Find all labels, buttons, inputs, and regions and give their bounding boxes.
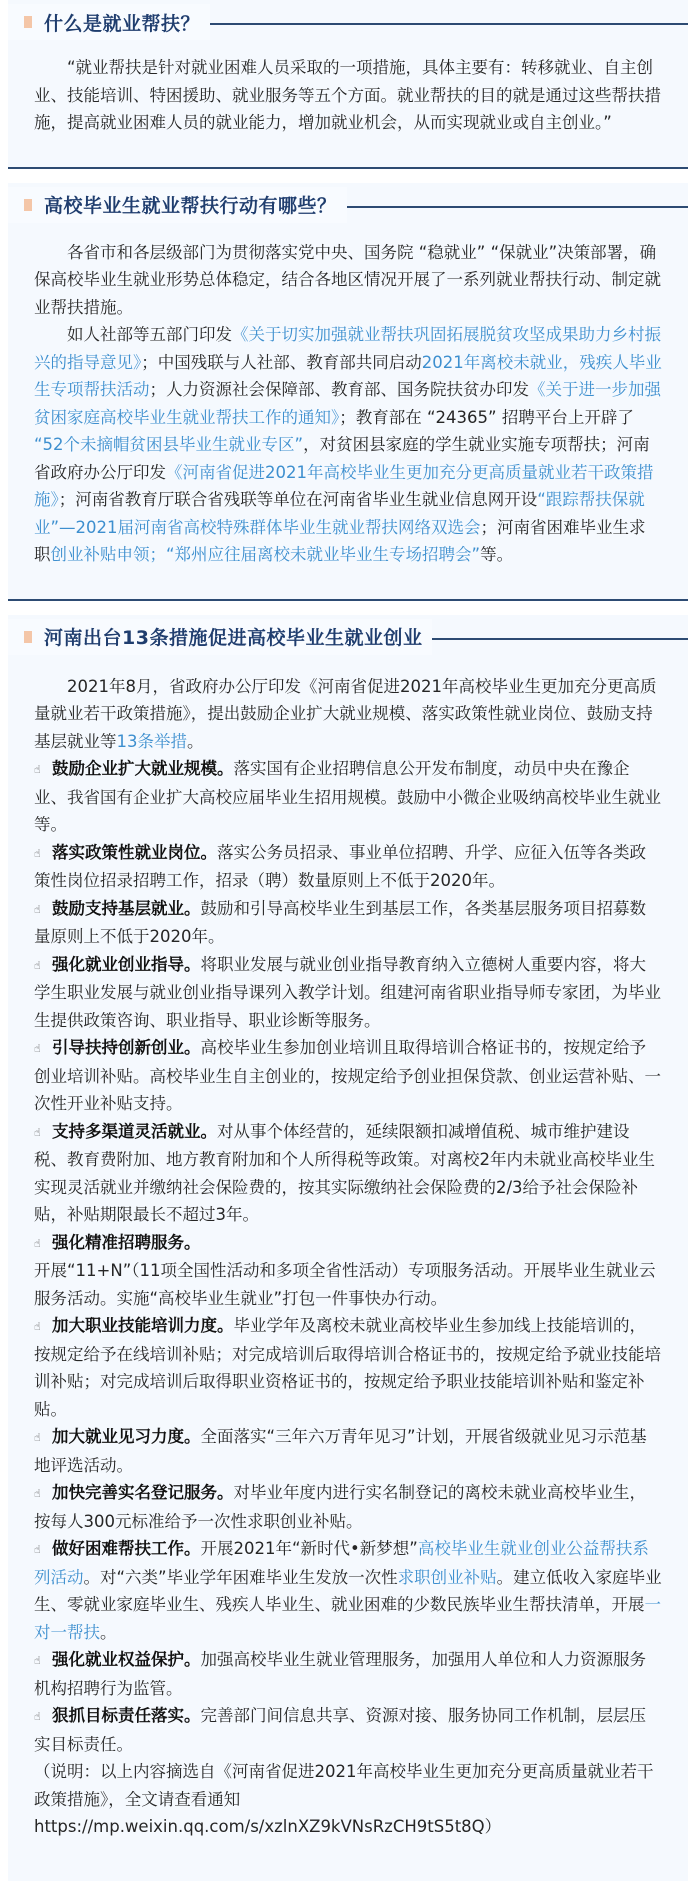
hand-pointer-icon: ☝ [34, 1710, 41, 1723]
measure-item: ☝ 做好困难帮扶工作。开展2021年“新时代•新梦想”高校毕业生就业创业公益帮扶系列活动。对“六类”毕业学年困难毕业生发放一次性求职创业补贴。建立低收入家庭毕业生、零就业家庭毕业生、残疾人毕业生、就业困难的少数民族毕业生帮扶清单，开展一对一帮扶。 [34, 1535, 662, 1646]
hand-pointer-icon: ☝ [34, 1320, 41, 1333]
section-assistance-actions [8, 183, 688, 599]
link-job-hunting-subsidy[interactable]: 求职创业补贴 [397, 1567, 497, 1587]
link-poor-family-notice[interactable]: 《关于进一步加强贫困家庭高校毕业生就业帮扶工作的通知》 [34, 380, 661, 427]
link-52-counties-zone[interactable]: “52个未摘帽贫困县毕业生就业专区” [34, 435, 304, 454]
actions-paragraph: 如人社部等五部门印发《关于切实加强就业帮扶巩固拓展脱贫攻坚成果助力乡村振兴的指导意见》；中国残联与人社部、教育部共同启动2021年离校未就业，残疾人毕业生专项帮扶活动；人力资源社会保障部、教育部、国务院扶贫办印发《关于进一步加强贫困家庭高校毕业生就业帮扶工作的通知》；教育部在 “24365” 招聘平台上开辟了 “52个未摘帽贫困县毕业生就业专区”，对贫困县家庭的学生就业实施专项帮扶；河南省政府办公厅印发《河南省促进2021年高校毕业生更加充分更高质量就业若干政策措施》；河南省教育厅联合省残联等单位在河南省毕业生就业信息网开设“跟踪帮扶保就业”—2021届河南省高校特殊群体毕业生就业帮扶网络双选会；河南省困难毕业生求职创业补贴申领；“郑州应往届离校未就业毕业生专场招聘会”等。 [34, 325, 662, 564]
link-subsidy-and-zhengzhou-fair[interactable]: 创业补贴申领；“郑州应往届离校未就业毕业生专场招聘会” [50, 545, 481, 564]
measure-item: ☝ 强化就业创业指导。将职业发展与就业创业指导教育纳入立德树人重要内容，将大学生职业发展与就业创业指导课列入教学计划。组建河南省职业指导师专家团，为毕业生提供政策咨询、职业指导、职业诊断等服务。 [34, 951, 662, 1035]
measure-item: ☝ 强化精准招聘服务。 开展“11+N”（11项全国性活动和多项全省性活动）专项服务活动。开展毕业生就业云服务活动。实施“高校毕业生就业”打包一件事快办行动。 [34, 1229, 662, 1313]
measure-item: ☝ 鼓励支持基层就业。鼓励和引导高校毕业生到基层工作，各类基层服务项目招募数量原则上不低于2020年。 [34, 895, 662, 951]
link-henan-policy-measures[interactable]: 《河南省促进2021年高校毕业生更加充分更高质量就业若干政策措施》 [34, 462, 654, 509]
hand-pointer-icon: ☝ [34, 1125, 41, 1139]
link-tracking-assistance-fair[interactable]: “跟踪帮扶保就业”—2021届河南省高校特殊群体毕业生就业帮扶网络双选会 [34, 490, 645, 537]
source-note: （说明：以上内容摘选自《河南省促进2021年高校毕业生更加充分更高质量就业若干政策措施》，全文请查看通知 https://mp.weixin.qq.com/s/xzlnXZ9kVNsRzCH9tS5t8Q） [34, 1762, 654, 1836]
link-guidance-opinion[interactable]: 《关于切实加强就业帮扶巩固拓展脱贫攻坚成果助力乡村振兴的指导意见》 [34, 325, 661, 372]
measure-item: ☝ 加快完善实名登记服务。对毕业年度内进行实名制登记的离校未就业高校毕业生，按每人300元标准给予一次性求职创业补贴。 [34, 1479, 662, 1535]
hand-pointer-icon: ☝ [34, 846, 41, 860]
link-disabled-graduates-campaign[interactable]: 2021年离校未就业，残疾人毕业生专项帮扶活动 [34, 352, 662, 399]
square-bullet-icon [24, 631, 32, 643]
section-header [8, 0, 688, 40]
intro-paragraph: 各省市和各层级部门为贯彻落实党中央、国务院 “稳就业” “保就业”决策部署，确保高校毕业生就业形势总体稳定，结合各地区情况开展了一系列就业帮扶行动、制定就业帮扶措施。 [34, 242, 661, 317]
hand-pointer-icon: ☝ [34, 1487, 41, 1500]
square-bullet-icon [24, 16, 32, 28]
measure-item: ☝ 强化就业权益保护。加强高校毕业生就业管理服务，加强用人单位和人力资源服务机构招聘行为监管。 [34, 1646, 662, 1702]
section-header [8, 183, 688, 223]
hand-pointer-icon: ☝ [34, 1431, 41, 1444]
measure-item: ☝ 狠抓目标责任落实。完善部门间信息共享、资源对接、服务协同工作机制，层层压实目标责任。 [34, 1702, 662, 1758]
measure-item: ☝ 鼓励企业扩大就业规模。落实国有企业招聘信息公开发布制度，动员中央在豫企业、我省国有企业扩大高校应届毕业生招用规模。鼓励中小微企业吸纳高校毕业生就业等。 [34, 755, 662, 839]
section-henan-13-measures [8, 615, 688, 1881]
hand-pointer-icon: ☝ [34, 763, 41, 776]
section-what-is-employment-assistance [8, 0, 688, 167]
section-title: 河南出台13条措施促进高校毕业生就业创业 [44, 627, 423, 649]
definition-paragraph: “就业帮扶是针对就业困难人员采取的一项措施，具体主要有：转移就业、自主创业、技能培训、特困援助、就业服务等五个方面。就业帮扶的目的就是通过这些帮扶措施，提高就业困难人员的就业能力，增加就业机会，从而实现就业或自主创业。” [34, 58, 661, 132]
hand-pointer-icon: ☝ [34, 958, 41, 972]
square-bullet-icon [24, 199, 32, 211]
measure-item: ☝ 落实政策性就业岗位。落实公务员招录、事业单位招聘、升学、应征入伍等各类政策性岗位招录招聘工作，招录（聘）数量原则上不低于2020年。 [34, 839, 662, 895]
source-url: https://mp.weixin.qq.com/s/xzlnXZ9kVNsRzCH9tS5t8Q） [34, 1817, 502, 1836]
hand-pointer-icon: ☝ [34, 1543, 41, 1556]
hand-pointer-icon: ☝ [34, 1654, 41, 1667]
section-header [8, 615, 688, 655]
hand-pointer-icon: ☝ [34, 902, 41, 916]
link-13-measures[interactable]: 13条举措 [116, 731, 187, 751]
hand-pointer-icon: ☝ [34, 1236, 41, 1250]
measure-item: ☝ 加大就业见习力度。全面落实“三年六万青年见习”计划，开展省级就业见习示范基地评选活动。 [34, 1423, 662, 1479]
measures-intro: 2021年8月，省政府办公厅印发《河南省促进2021年高校毕业生更加充分更高质量就业若干政策措施》，提出鼓励企业扩大就业规模、落实政策性就业岗位、鼓励支持基层就业等13条举措。 [34, 676, 657, 751]
link-one-on-one-assistance[interactable]: 一对一帮扶 [34, 1595, 661, 1642]
section-title: 什么是就业帮扶？ [44, 12, 201, 35]
section-title: 高校毕业生就业帮扶行动有哪些？ [44, 195, 337, 217]
hand-pointer-icon: ☝ [34, 1042, 41, 1055]
measure-item: ☝ 引导扶持创新创业。高校毕业生参加创业培训且取得培训合格证书的，按规定给予创业培训补贴。高校毕业生自主创业的，按规定给予创业担保贷款、创业运营补贴、一次性开业补贴支持。 [34, 1034, 662, 1118]
measure-item: ☝ 支持多渠道灵活就业。对从事个体经营的，延续限额扣减增值税、城市维护建设税、教育费附加、地方教育附加和个人所得税等政策。对离校2年内未就业高校毕业生实现灵活就业并缴纳社会保险费的，按其实际缴纳社会保险费的2/3给予社会保险补贴，补贴期限最长不超过3年。 [34, 1118, 662, 1229]
link-public-welfare-activities[interactable]: 高校毕业生就业创业公益帮扶系列活动 [34, 1539, 649, 1587]
measure-item: ☝ 加大职业技能培训力度。毕业学年及离校未就业高校毕业生参加线上技能培训的，按规定给予在线培训补贴；对完成培训后取得培训合格证书的，按规定给予就业技能培训补贴；对完成培训后取得职业资格证书的，按规定给予职业技能培训补贴和鉴定补贴。 [34, 1312, 662, 1423]
